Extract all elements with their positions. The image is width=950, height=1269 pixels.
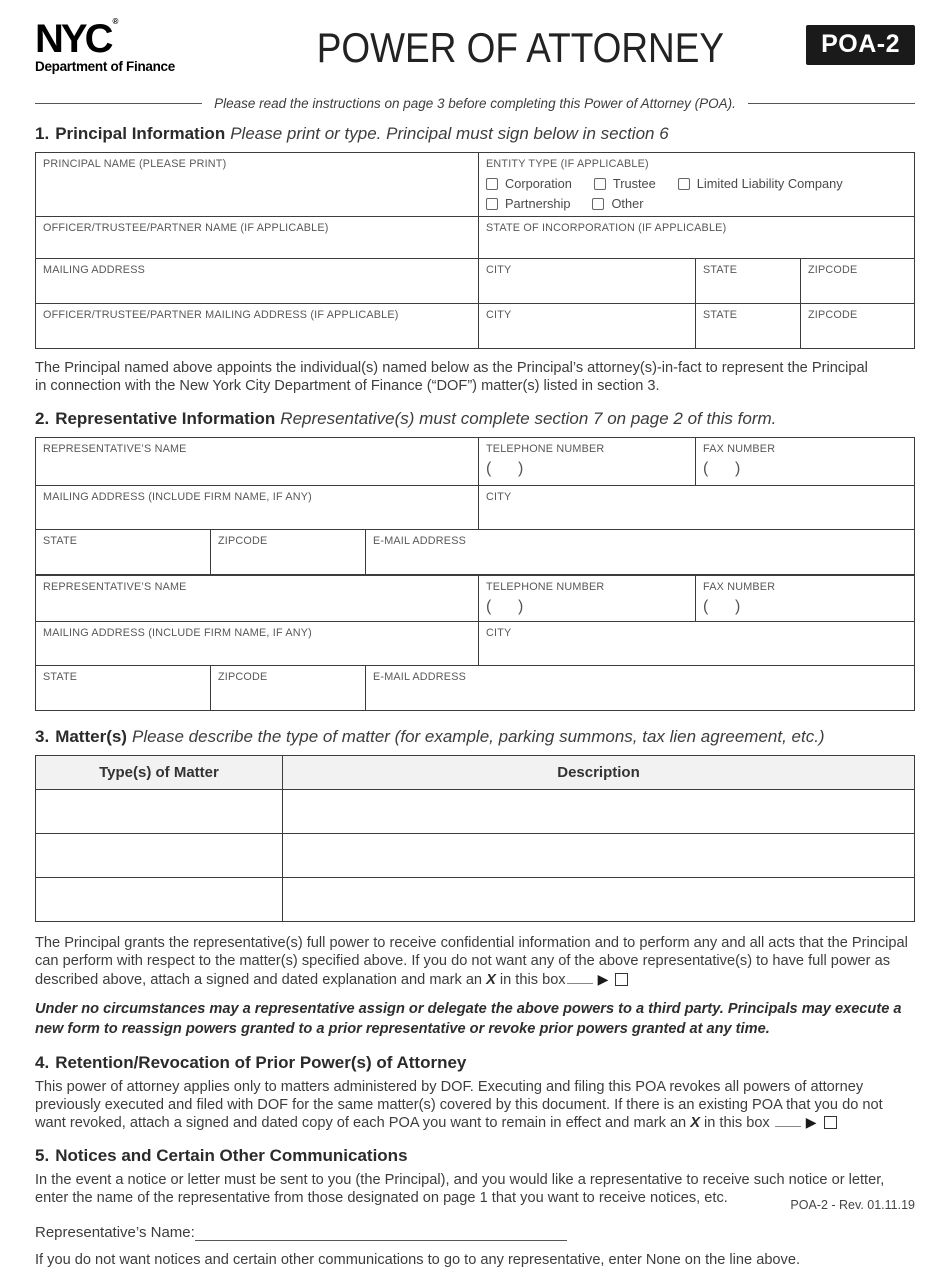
entity-options-row1 <box>486 176 907 191</box>
rep2-fax-label: FAX NUMBER <box>703 580 776 593</box>
option-llc <box>678 176 843 191</box>
rep2-city-field[interactable] <box>479 622 914 665</box>
entity-options-row2 <box>486 196 907 211</box>
matter2-description-cell[interactable] <box>283 834 914 877</box>
section3-note: Please describe the type of matter (for example, parking summons, tax lien agreement, etc.) <box>131 726 825 746</box>
rep1-fax-label: FAX NUMBER <box>703 442 776 455</box>
form-code-badge: POA-2 <box>806 25 915 65</box>
principal-name-label: PRINCIPAL NAME (PLEASE PRINT) <box>43 158 227 170</box>
section5-title: Notices and Certain Other Communications <box>55 1145 408 1165</box>
state-of-incorporation-label: STATE OF INCORPORATION (IF APPLICABLE) <box>486 222 727 234</box>
rep2-zipcode-field[interactable] <box>211 666 366 710</box>
warning-paragraph: Under no circumstances may a representative assign or delegate the above powers to a third party. Principals may execute a new form to reassign powers granted to a prior representative or revoke prior powers granted at any time. <box>35 1000 902 1038</box>
officer-zipcode-field[interactable] <box>801 304 914 348</box>
rep2-mailing-label: MAILING ADDRESS (INCLUDE FIRM NAME, IF ANY) <box>43 626 312 639</box>
rep2-city-label: CITY <box>486 626 512 639</box>
officer-city-label: CITY <box>486 309 512 321</box>
section4-title: Retention/Revocation of Prior Power(s) of Attorney <box>55 1052 467 1072</box>
rep1-city-label: CITY <box>486 490 512 503</box>
instructions-row <box>35 96 915 111</box>
matters-table <box>35 755 915 922</box>
grant-arrow-icon: ▶ <box>597 970 609 987</box>
section1-number: 1. <box>35 124 50 143</box>
section1-heading <box>35 124 915 144</box>
grant-x-mark: X <box>486 971 496 988</box>
rep2-fax-parens: ( ) <box>703 597 741 615</box>
registered-mark: ® <box>112 17 119 26</box>
officer-city-field[interactable] <box>479 304 696 348</box>
representative-name-label: Representative’s Name: <box>35 1223 195 1241</box>
rep2-email-label: E-MAIL ADDRESS <box>373 670 466 683</box>
officer-name-field[interactable] <box>36 217 479 258</box>
rep1-telephone-parens: ( ) <box>486 459 524 477</box>
rep2-row-address <box>36 621 914 665</box>
corporation-checkbox[interactable] <box>486 178 498 190</box>
state-field[interactable] <box>696 259 801 303</box>
option-corporation <box>486 176 572 191</box>
matter3-type-cell[interactable] <box>36 878 283 921</box>
officer-mailing-address-label: OFFICER/TRUSTEE/PARTNER MAILING ADDRESS (IF APPLICABLE) <box>43 309 399 321</box>
rep2-telephone-parens: ( ) <box>486 597 524 615</box>
rep1-state-field[interactable] <box>36 530 211 574</box>
grant-paragraph <box>35 934 915 989</box>
partnership-label: Partnership <box>505 196 571 211</box>
option-partnership <box>486 196 570 211</box>
retention-text-1: This power of attorney applies only to matters administered by DOF. Executing and filing this POA revokes all powers of attorney previously executed and filed with DOF for the same matter(s) covered by this document. If there is an existing POA that you do not want revoked, attach a signed and dated copy of each POA you want to remain in effect and mark an <box>35 1078 883 1132</box>
section5-number: 5. <box>35 1145 50 1165</box>
rep1-fax-parens: ( ) <box>703 459 741 477</box>
retention-x-mark: X <box>690 1115 700 1132</box>
department-name: Department of Finance <box>35 59 175 74</box>
city-field[interactable] <box>479 259 696 303</box>
principal-row-1 <box>36 153 914 216</box>
matter3-description-cell[interactable] <box>283 878 914 921</box>
rep2-row-state <box>36 665 914 710</box>
rep1-name-field[interactable] <box>36 438 479 485</box>
matter2-type-cell[interactable] <box>36 834 283 877</box>
grant-text-1: The Principal grants the representative(s) full power to receive confidential information and to perform any and all acts that the Principal can perform with respect to the matter(s) specified above. If you do not want any of the above representative(s) to have full power as described above, attach a signed and dated explanation and mark an <box>35 934 908 988</box>
partnership-checkbox[interactable] <box>486 198 498 210</box>
matters-row-3 <box>36 877 914 921</box>
officer-zipcode-label: ZIPCODE <box>808 309 858 321</box>
officer-name-label: OFFICER/TRUSTEE/PARTNER NAME (IF APPLICABLE) <box>43 222 329 234</box>
matter1-type-cell[interactable] <box>36 790 283 833</box>
notices-paragraph: In the event a notice or letter must be sent to you (the Principal), and you would like a representative to receive such notice or letter, enter the name of the representative from those designated on page 1 that you want to receive notices, etc. <box>35 1171 885 1207</box>
retention-paragraph <box>35 1078 915 1133</box>
matters-type-header: Type(s) of Matter <box>99 763 219 781</box>
rep1-row-address <box>36 485 914 529</box>
grant-mark-line <box>567 972 593 984</box>
representative-name-input-line[interactable] <box>195 1227 567 1241</box>
state-of-incorporation-field[interactable] <box>479 217 914 258</box>
rep2-telephone-label: TELEPHONE NUMBER <box>486 580 605 593</box>
principal-row-3 <box>36 258 914 303</box>
rep2-row-name <box>36 574 914 621</box>
section3-title: Matter(s) <box>55 726 127 746</box>
rep2-name-label: REPRESENTATIVE’S NAME <box>43 580 187 593</box>
representative-name-row <box>35 1224 915 1241</box>
none-instruction: If you do not want notices and certain other communications to go to any representative, enter None on the line above. <box>35 1251 801 1268</box>
rep1-telephone-field[interactable] <box>479 438 696 485</box>
rep1-email-label: E-MAIL ADDRESS <box>373 534 466 547</box>
retention-mark-line <box>775 1115 801 1127</box>
trustee-checkbox[interactable] <box>594 178 606 190</box>
mailing-address-field[interactable] <box>36 259 479 303</box>
rep1-zipcode-field[interactable] <box>211 530 366 574</box>
section4-number: 4. <box>35 1052 50 1072</box>
nyc-logo-text: NYC ® <box>35 17 119 61</box>
appointment-paragraph: The Principal named above appoints the individual(s) named below as the Principal’s attorney(s)-in-fact to represent the Principal in connection with the New York City Department of Finance (“DOF”) matter(s) listed in section 3. <box>35 360 868 395</box>
section2-note: Representative(s) must complete section 7 on page 2 of this form. <box>280 408 777 428</box>
section3-number: 3. <box>35 726 50 746</box>
matters-description-header-cell <box>283 756 914 789</box>
rep2-telephone-field[interactable] <box>479 576 696 621</box>
llc-label: Limited Liability Company <box>696 176 843 191</box>
matters-row-1 <box>36 789 914 833</box>
rep1-mailing-label: MAILING ADDRESS (INCLUDE FIRM NAME, IF ANY) <box>43 490 312 503</box>
rep2-zipcode-label: ZIPCODE <box>218 670 268 683</box>
rep1-zipcode-label: ZIPCODE <box>218 534 268 547</box>
other-label: Other <box>611 196 644 211</box>
rep1-name-label: REPRESENTATIVE’S NAME <box>43 442 187 455</box>
llc-checkbox[interactable] <box>678 178 690 190</box>
rep2-mailing-field[interactable] <box>36 622 479 665</box>
officer-state-label: STATE <box>703 309 738 321</box>
matters-description-header: Description <box>557 763 640 781</box>
mailing-address-label: MAILING ADDRESS <box>43 264 145 276</box>
principal-info-table <box>35 152 915 349</box>
matter1-description-cell[interactable] <box>283 790 914 833</box>
city-label: CITY <box>486 264 512 276</box>
rep1-mailing-field[interactable] <box>36 486 479 529</box>
entity-type-label: ENTITY TYPE (IF APPLICABLE) <box>486 158 649 170</box>
section5-heading <box>35 1146 915 1166</box>
rep1-telephone-label: TELEPHONE NUMBER <box>486 442 605 455</box>
right-rule <box>748 103 915 104</box>
officer-state-field[interactable] <box>696 304 801 348</box>
rep1-email-field[interactable] <box>366 530 914 574</box>
matters-type-header-cell <box>36 756 283 789</box>
zipcode-label: ZIPCODE <box>808 264 858 276</box>
entity-type-field <box>479 153 914 216</box>
matters-header-row <box>36 756 914 789</box>
nyc-dof-logo <box>35 18 235 74</box>
corporation-label: Corporation <box>505 176 572 191</box>
rep1-fax-field[interactable] <box>696 438 914 485</box>
principal-row-4 <box>36 303 914 348</box>
section3-heading <box>35 727 915 747</box>
rep2-state-label: STATE <box>43 670 78 683</box>
representative-info-table <box>35 437 915 711</box>
principal-name-field[interactable] <box>36 153 479 216</box>
grant-mark-checkbox[interactable] <box>615 973 628 986</box>
matters-row-2 <box>36 833 914 877</box>
form-title-wrap <box>235 18 806 72</box>
rep2-name-field[interactable] <box>36 576 479 621</box>
form-header <box>35 18 915 90</box>
instructions-note: Please read the instructions on page 3 before completing this Power of Attorney (POA). <box>214 96 736 111</box>
principal-row-2 <box>36 216 914 258</box>
form-revision-footer: POA-2 - Rev. 01.11.19 <box>790 1198 915 1212</box>
rep2-state-field[interactable] <box>36 666 211 710</box>
form-title: POWER OF ATTORNEY <box>316 24 725 71</box>
left-rule <box>35 103 202 104</box>
retention-arrow-icon: ▶ <box>805 1114 817 1131</box>
trustee-label: Trustee <box>612 176 656 191</box>
rep2-fax-field[interactable] <box>696 576 914 621</box>
section1-note: Please print or type. Principal must sign below in section 6 <box>230 124 669 143</box>
rep1-state-label: STATE <box>43 534 78 547</box>
rep2-email-field[interactable] <box>366 666 914 710</box>
retention-mark-checkbox[interactable] <box>824 1116 837 1129</box>
zipcode-field[interactable] <box>801 259 914 303</box>
section1-title: Principal Information <box>55 124 226 143</box>
other-checkbox[interactable] <box>592 198 604 210</box>
retention-text-2: in this box <box>699 1115 774 1132</box>
section2-heading <box>35 409 915 429</box>
option-trustee <box>594 176 656 191</box>
rep1-city-field[interactable] <box>479 486 914 529</box>
section2-number: 2. <box>35 408 50 428</box>
section2-title: Representative Information <box>55 408 276 428</box>
option-other <box>592 196 643 211</box>
grant-text-2: in this box <box>495 971 566 988</box>
officer-mailing-address-field[interactable] <box>36 304 479 348</box>
rep1-row-name <box>36 438 914 485</box>
rep1-row-state <box>36 529 914 574</box>
section4-heading <box>35 1053 915 1073</box>
state-label: STATE <box>703 264 738 276</box>
